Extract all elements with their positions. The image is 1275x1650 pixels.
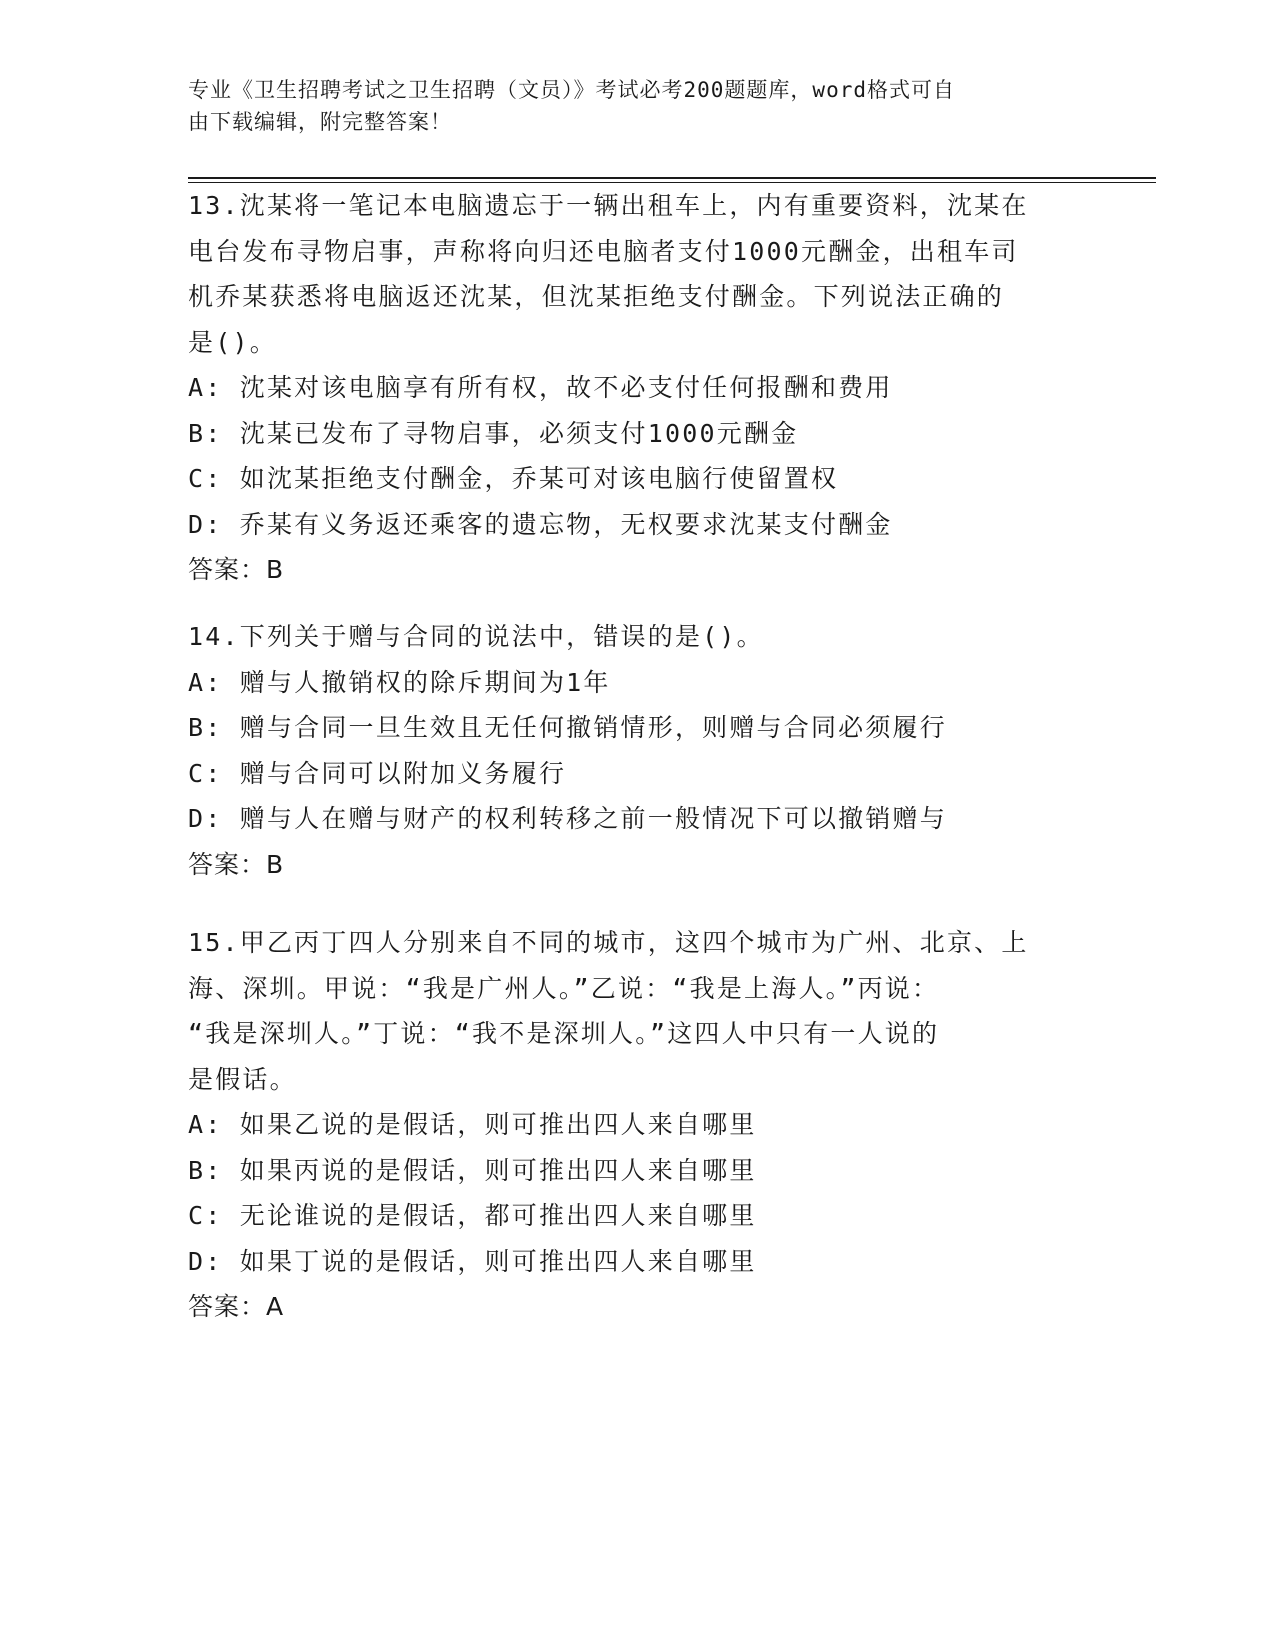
question-stem-line: 机乔某获悉将电脑返还沈某，但沈某拒绝支付酬金。下列说法正确的 (188, 282, 1005, 311)
question-13 (188, 183, 1088, 593)
option-d: D: 如果丁说的是假话，则可推出四人来自哪里 (188, 1246, 757, 1276)
answer-line: 答案：B (188, 555, 285, 584)
question-stem-line: “我是深圳人。”丁说：“我不是深圳人。”这四人中只有一人说的 (188, 1019, 940, 1048)
question-stem-line: 是()。 (188, 327, 277, 357)
question-stem-line: 海、深圳。甲说：“我是广州人。”乙说：“我是上海人。”丙说： (188, 973, 940, 1003)
option-c: C: 如沈某拒绝支付酬金，乔某可对该电脑行使留置权 (188, 464, 839, 493)
option-a: A: 如果乙说的是假话，则可推出四人来自哪里 (188, 1110, 757, 1139)
question-stem-line: 14.下列关于赠与合同的说法中，错误的是()。 (188, 622, 764, 651)
document-header (188, 74, 1068, 138)
question-stem-line: 是假话。 (188, 1064, 297, 1094)
option-b: B: 赠与合同一旦生效且无任何撤销情形，则赠与合同必须履行 (188, 713, 947, 742)
option-d: D: 乔某有义务返还乘客的遗忘物，无权要求沈某支付酬金 (188, 509, 893, 539)
question-14 (188, 614, 1088, 887)
header-divider-thick (188, 177, 1156, 179)
answer-line: 答案：A (188, 1292, 285, 1321)
option-b: B: 如果丙说的是假话，则可推出四人来自哪里 (188, 1155, 757, 1185)
option-a: A: 沈某对该电脑享有所有权，故不必支付任何报酬和费用 (188, 373, 893, 402)
header-line-1: 专业《卫生招聘考试之卫生招聘（文员）》考试必考200题题库，word格式可自 (188, 78, 955, 102)
question-stem-line: 13.沈某将一笔记本电脑遗忘于一辆出租车上，内有重要资料，沈某在 (188, 191, 1029, 220)
option-a: A: 赠与人撤销权的除斥期间为1年 (188, 667, 611, 697)
header-line-2: 由下载编辑，附完整答案！ (188, 110, 452, 134)
question-15 (188, 920, 1088, 1330)
option-b: B: 沈某已发布了寻物启事，必须支付1000元酬金 (188, 418, 799, 448)
option-c: C: 赠与合同可以附加义务履行 (188, 758, 567, 788)
option-d: D: 赠与人在赠与财产的权利转移之前一般情况下可以撤销赠与 (188, 804, 947, 833)
answer-line: 答案：B (188, 849, 285, 879)
option-c: C: 无论谁说的是假话，都可推出四人来自哪里 (188, 1201, 757, 1230)
question-stem-line: 电台发布寻物启事，声称将向归还电脑者支付1000元酬金，出租车司 (188, 236, 1019, 266)
question-stem-line: 15.甲乙丙丁四人分别来自不同的城市，这四个城市为广州、北京、上 (188, 928, 1029, 957)
